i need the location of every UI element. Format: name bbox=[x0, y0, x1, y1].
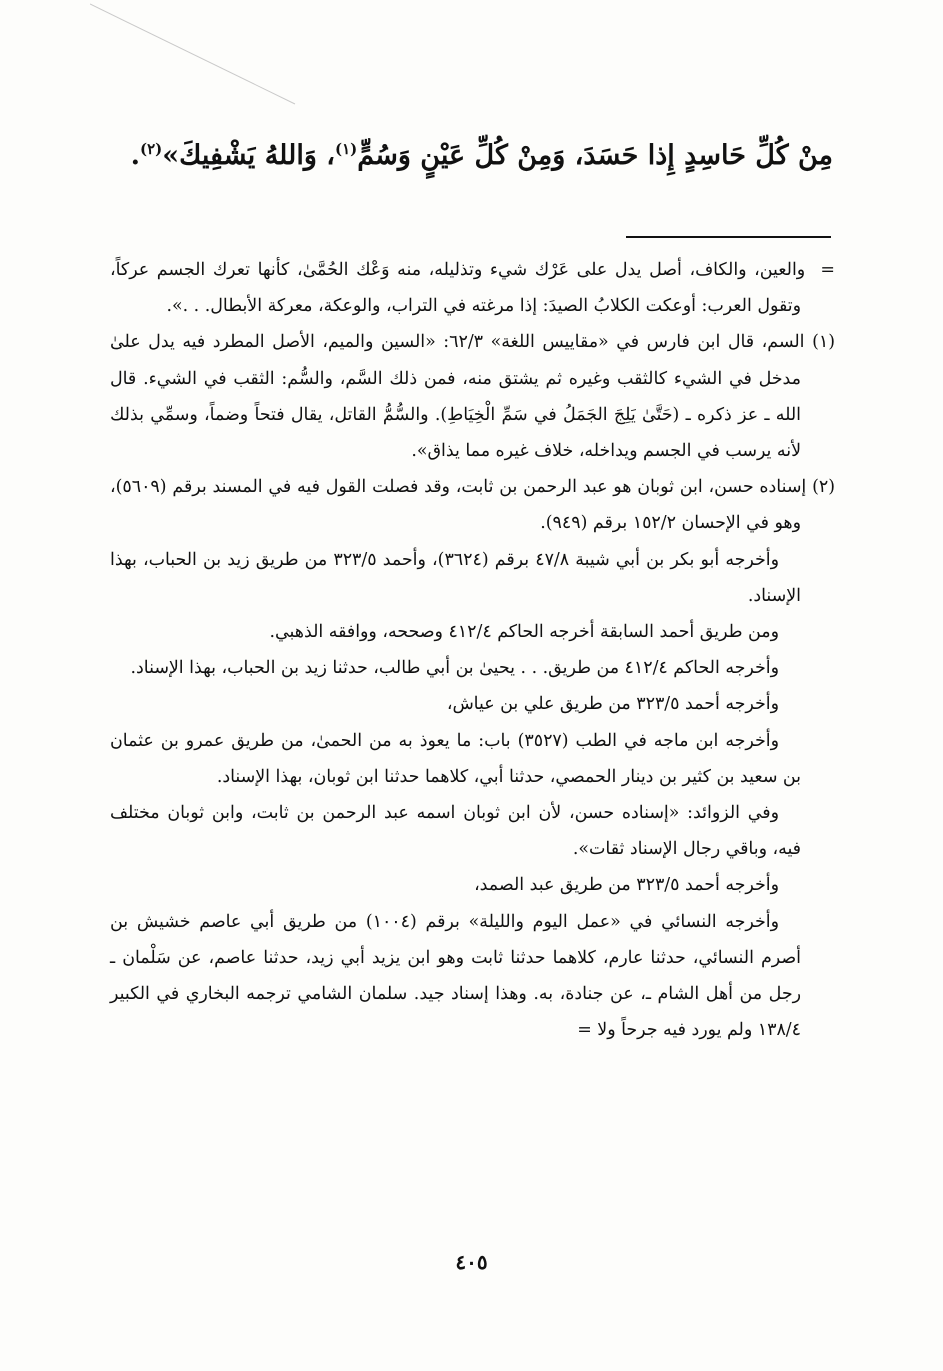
footnote-2-paragraph: وأخرجه أحمد ٣٢٣/٥ من طريق عبد الصمد، bbox=[474, 875, 779, 896]
footnote-2-paragraph: وأخرجه ابن ماجه في الطب (٣٥٢٧) باب: ما يعوذ به من الحمىٰ، من طريق عمرو بن عثمان بن سعيد بن كثير بن دينار الحمصي، حدثنا أبي، كلاهما حدثنا ابن ثوبان، بهذا الإسناد. bbox=[110, 730, 801, 787]
main-text-line bbox=[130, 140, 833, 171]
scan-artifact-line bbox=[90, 0, 300, 110]
continuation-marker: = bbox=[820, 260, 835, 280]
footnote-2-paragraph: وأخرجه الحاكم ٤١٢/٤ من طريق. . . يحيىٰ بن أبي طالب، حدثنا زيد بن الحباب، بهذا الإسناد. bbox=[130, 658, 779, 679]
footnote-2-paragraph: وأخرجه أبو بكر بن أبي شيبة ٤٧/٨ برقم (٣٦٢٤)، وأحمد ٣٢٣/٥ من طريق زيد بن الحباب، بهذا الإسناد. bbox=[110, 549, 801, 606]
footnote-ref-2[interactable]: (٢) bbox=[139, 140, 163, 158]
footnote-2 bbox=[110, 469, 835, 541]
footnote-2-paragraph: ومن طريق أحمد السابقة أخرجه الحاكم ٤١٢/٤ وصححه، ووافقه الذهبي. bbox=[269, 622, 779, 643]
footnote-continuation bbox=[110, 252, 835, 324]
footnote-2-paragraph: وفي الزوائد: «إسناده حسن، لأن ابن ثوبان اسمه عبد الرحمن بن ثابت، وابن ثوبان مختلف فيه، وباقي رجال الإسناد ثقات». bbox=[110, 803, 801, 860]
footnote-2-intro: إسناده حسن، ابن ثوبان هو عبد الرحمن بن ثابت، وقد فصلت القول فيه في المسند برقم (٥٦٠٩)، وهو في الإحسان ١٥٢/٢ برقم (٩٤٩). bbox=[110, 477, 807, 534]
footnote-2-paragraph: وأخرجه أحمد ٣٢٣/٥ من طريق علي بن عياش، bbox=[446, 694, 779, 715]
footnote-1 bbox=[110, 324, 835, 469]
footnote-1-number: (١) bbox=[812, 332, 836, 353]
footnote-1-text: السم، قال ابن فارس في «مقاييس اللغة» ٦٢/٣: «السين والميم، الأصل المطرد فيه يدل علىٰ مدخل في الشيء كالثقب وغيره ثم يشتق منه، فمن ذلك السَّم، والسُّم: الثقب في الشيء. قال الله ـ عز ذكره ـ (حَتَّىٰ يَلِجَ الجَمَلُ في سَمِّ الْخِيَاطِ). والسُّمُّ القاتل، يقال فتحاً وضماً، وسمِّي بذلك لأنه يرسب في الجسم ويداخله، خلاف غيره مما يذاق». bbox=[110, 332, 805, 462]
page-number: ٤٠٥ bbox=[455, 1250, 488, 1274]
main-text-part1: مِنْ كُلِّ حَاسِدٍ إِذا حَسَدَ، وَمِنْ كُلِّ عَيْنٍ وَسُمٍّ bbox=[357, 140, 833, 171]
footnote-2-number: (٢) bbox=[812, 477, 835, 498]
main-text-part3: . bbox=[130, 140, 140, 171]
footnote-ref-1[interactable]: (١) bbox=[335, 140, 358, 158]
footnote-separator bbox=[626, 236, 831, 238]
main-text-part2: ، وَاللهُ يَشْفِيكَ» bbox=[162, 140, 335, 171]
footnotes bbox=[110, 252, 835, 1048]
continuation-text: والعين، والكاف، أصل يدل على عَرْك شيء وتذليله، منه وَعْك الحُمَّىٰ، كأنها تعرك الجسم عركاً، وتقول العرب: أوعكت الكلابُ الصيدَ: إذا مرغته في التراب، والوعكة، معركة الأبطال. . .». bbox=[110, 260, 806, 317]
footnote-2-paragraph: وأخرجه النسائي في «عمل اليوم والليلة» برقم (١٠٠٤) من طريق أبي عاصم خشيش بن أصرم النسائي، حدثنا عارم، كلاهما حدثنا ثابت وهو ابن يزيد أبي زيد، حدثنا عاصم، عن سَلْمان ـ رجل من أهل الشام ـ، عن جنادة، به. وهذا إسناد جيد. سلمان الشامي ترجمه البخاري في الكبير ١٣٨/٤ ولم يورد فيه جرحاً ولا = bbox=[110, 911, 801, 1041]
